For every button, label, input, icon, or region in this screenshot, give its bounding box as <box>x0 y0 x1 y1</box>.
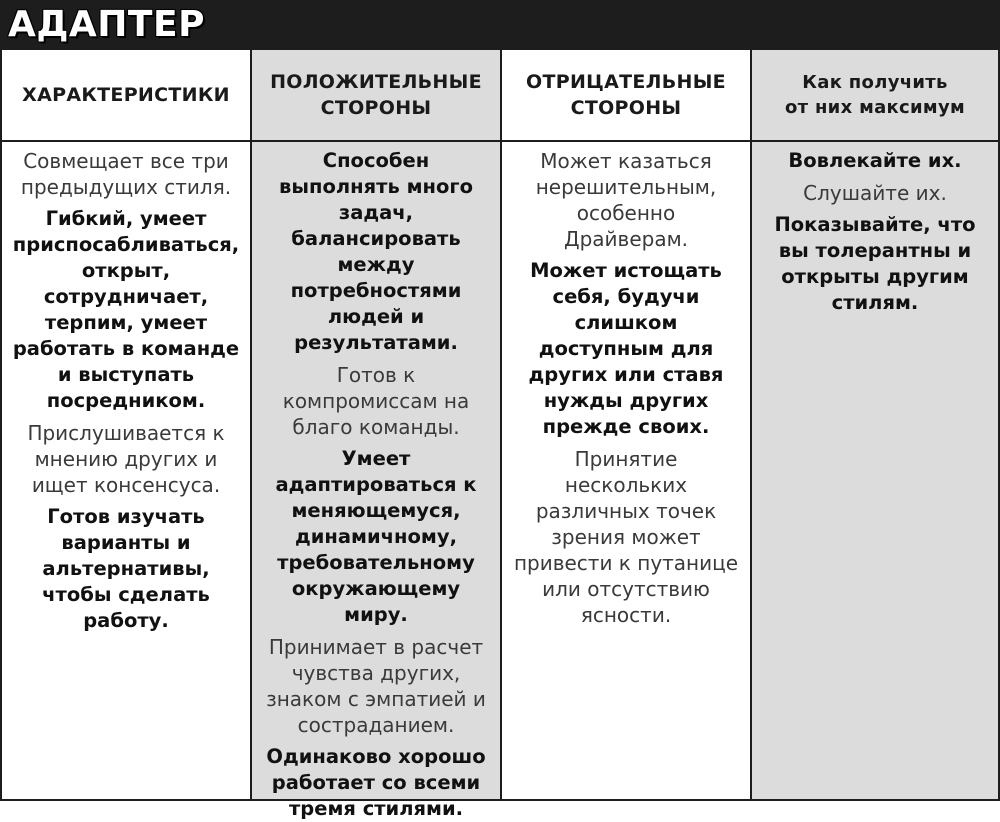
header-positive-label: ПОЛОЖИТЕЛЬНЫЕ СТОРОНЫ <box>270 71 482 119</box>
header-how-to-get-max <box>752 50 998 142</box>
column-1-paragraph: Одинаково хорошо работает со всеми тремя стилями. <box>266 745 486 820</box>
header-negative-label: ОТРИЦАТЕЛЬНЫЕ СТОРОНЫ <box>526 71 726 119</box>
page-title: АДАПТЕР <box>8 4 205 45</box>
column-positive <box>252 142 502 820</box>
header-characteristics-label: ХАРАКТЕРИСТИКИ <box>22 84 230 106</box>
column-2-paragraph: Принятие нескольких различных точек зрения может привести к путанице или отсутствию ясности. <box>513 447 739 627</box>
header-negative <box>502 50 752 142</box>
column-2-paragraph: Может истощать себя, будучи слишком доступным для других или ставя нужды других прежде своих. <box>528 259 724 438</box>
column-how-to-get-max <box>752 142 998 799</box>
characteristics-table <box>0 50 1000 820</box>
column-2-paragraph: Может казаться нерешительным, особенно Драйверам. <box>535 149 717 251</box>
column-0-paragraph: Прислушивается к мнению других и ищет консенсуса. <box>27 421 225 497</box>
column-negative <box>502 142 752 799</box>
header-how-to-get-max-label: Как получить от них максимум <box>784 72 965 118</box>
column-0-paragraph: Готов изучать варианты и альтернативы, чтобы сделать работу. <box>42 505 210 632</box>
column-1-paragraph: Способен выполнять много задач, балансировать между потребностями людей и результатами. <box>279 149 473 354</box>
column-1-paragraph: Готов к компромиссам на благо команды. <box>282 363 470 439</box>
column-1-paragraph: Умеет адаптироваться к меняющемуся, динамичному, требовательному окружающему миру. <box>275 447 477 626</box>
title-bar <box>0 0 1000 50</box>
column-3-paragraph: Вовлекайте их. <box>788 149 962 172</box>
column-0-paragraph: Совмещает все три предыдущих стиля. <box>20 149 232 199</box>
column-0-paragraph: Гибкий, умеет приспосабливаться, открыт, сотрудничает, терпим, умеет работать в команде и выступать посредником. <box>12 207 240 412</box>
header-positive <box>252 50 502 142</box>
header-characteristics <box>2 50 252 142</box>
column-3-paragraph: Слушайте их. <box>803 181 947 205</box>
column-3-paragraph: Показывайте, что вы толерантны и открыты другим стилям. <box>774 213 976 314</box>
column-characteristics <box>2 142 252 799</box>
column-1-paragraph: Принимает в расчет чувства других, знаком с эмпатией и состраданием. <box>266 635 486 737</box>
